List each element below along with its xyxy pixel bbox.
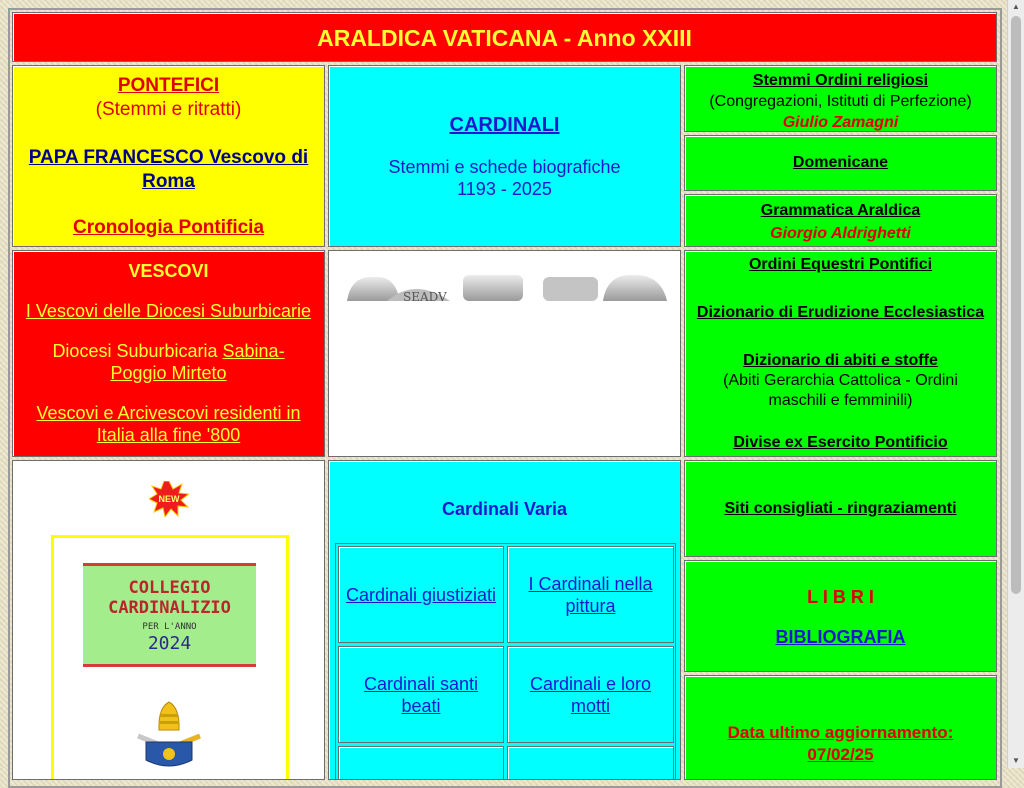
cardinali-desc: Stemmi e schede biografiche <box>388 157 621 177</box>
cardinali-santi-link[interactable]: Cardinali santi beati <box>363 673 479 716</box>
collegio-link-card[interactable] <box>51 535 289 780</box>
new-badge-label: NEW <box>158 494 180 504</box>
cardinali-varia-item-empty <box>338 746 504 780</box>
cardinali-varia-item[interactable] <box>507 646 674 743</box>
collegio-line2: CARDINALIZIO <box>108 598 231 618</box>
dizionario-abiti-link[interactable]: Dizionario di abiti e stoffe <box>743 352 938 369</box>
scroll-up-icon[interactable]: ▲ <box>1012 2 1020 11</box>
ordini-subtitle: (Congregazioni, Istituti di Perfezione) <box>709 93 972 110</box>
cardinali-varia-item[interactable] <box>338 646 504 743</box>
image-caption: SEADV <box>403 290 447 303</box>
cardinali-varia-item[interactable] <box>338 546 504 643</box>
cardinali-varia-item[interactable] <box>507 546 674 643</box>
cardinali-years: 1193 - 2025 <box>457 179 552 199</box>
siti-consigliati-link[interactable]: Siti consigliati - ringraziamenti <box>724 500 957 517</box>
vescovi-title: VESCOVI <box>128 261 209 281</box>
siti-panel <box>684 460 997 557</box>
cardinali-pittura-link[interactable]: I Cardinali nella pittura <box>528 573 653 616</box>
sabina-poggio-link[interactable]: Sabina-Poggio Mirteto <box>110 341 285 383</box>
domenicane-link[interactable]: Domenicane <box>792 154 889 171</box>
cardinali-panel <box>328 65 681 247</box>
vescovi-suburbicarie-link[interactable]: I Vescovi delle Diocesi Suburbicarie <box>25 301 312 321</box>
aggiornamento-panel <box>684 675 997 780</box>
cardinali-link[interactable]: CARDINALI <box>449 114 560 136</box>
grammatica-panel <box>684 194 997 247</box>
scrollbar-thumb[interactable] <box>1011 16 1021 594</box>
aggiornamento-date: 07/02/25 <box>807 745 874 764</box>
abiti-note: (Abiti Gerarchia Cattolica - Ordini maschili e femminili) <box>723 372 958 409</box>
libri-panel <box>684 560 997 672</box>
page-title: ARALDICA VATICANA - Anno XXIII <box>317 25 692 51</box>
pontefici-link[interactable]: PONTEFICI <box>117 75 220 96</box>
vescovi-panel <box>12 250 325 457</box>
cardinali-varia-panel <box>328 460 681 780</box>
header-banner <box>12 12 997 62</box>
collegio-line1: COLLEGIO <box>128 578 211 598</box>
image-panel <box>328 250 681 457</box>
ordini-religiosi-panel <box>684 65 997 132</box>
cardinali-giustiziati-link[interactable]: Cardinali giustiziati <box>345 584 497 605</box>
stemmi-ordini-link[interactable]: Stemmi Ordini religiosi <box>752 72 929 89</box>
ordini-equestri-link[interactable]: Ordini Equestri Pontifici <box>748 256 933 273</box>
libri-title: L I B R I <box>807 587 874 607</box>
diocesi-line <box>13 340 324 384</box>
aggiornamento-label: Data ultimo aggiornamento: <box>727 723 954 742</box>
cardinali-varia-grid <box>335 543 676 780</box>
vescovi-arcivescovi-link[interactable]: Vescovi e Arcivescovi residenti in Italia alla fine '800 <box>36 403 301 445</box>
cardinali-motti-link[interactable]: Cardinali e loro motti <box>529 673 652 716</box>
cardinali-varia-item-empty <box>507 746 674 780</box>
pontefici-panel <box>12 65 325 247</box>
collegio-panel <box>12 460 325 780</box>
cronologia-pontificia-link[interactable]: Cronologia Pontificia <box>72 217 265 238</box>
dizionario-erudizione-link[interactable]: Dizionario di Erudizione Ecclesiastica <box>696 304 985 321</box>
cardinals-strip-image[interactable] <box>345 273 675 303</box>
papa-francesco-link[interactable]: PAPA FRANCESCO Vescovo di Roma <box>28 147 309 192</box>
diocesi-prefix: Diocesi Suburbicaria <box>52 341 223 361</box>
scroll-down-icon[interactable]: ▼ <box>1012 756 1020 765</box>
ecclesiastica-panel <box>684 250 997 457</box>
grammatica-author: Giorgio Aldrighetti <box>770 225 911 242</box>
new-badge-icon <box>149 481 189 517</box>
cardinali-varia-link: Cardinali Varia <box>441 499 568 519</box>
domenicane-panel <box>684 135 997 191</box>
pontefici-subtitle: (Stemmi e ritratti) <box>95 99 242 120</box>
bibliografia-link[interactable]: BIBLIOGRAFIA <box>775 627 906 647</box>
collegio-line3: PER L'ANNO <box>142 622 197 632</box>
ordini-author: Giulio Zamagni <box>782 114 899 131</box>
papal-coat-of-arms-icon <box>124 700 214 770</box>
collegio-year: 2024 <box>147 633 192 654</box>
page-scrollbar[interactable] <box>1007 0 1024 768</box>
grammatica-link[interactable]: Grammatica Araldica <box>760 202 921 219</box>
divise-link[interactable]: Divise ex Esercito Pontificio <box>733 434 948 451</box>
